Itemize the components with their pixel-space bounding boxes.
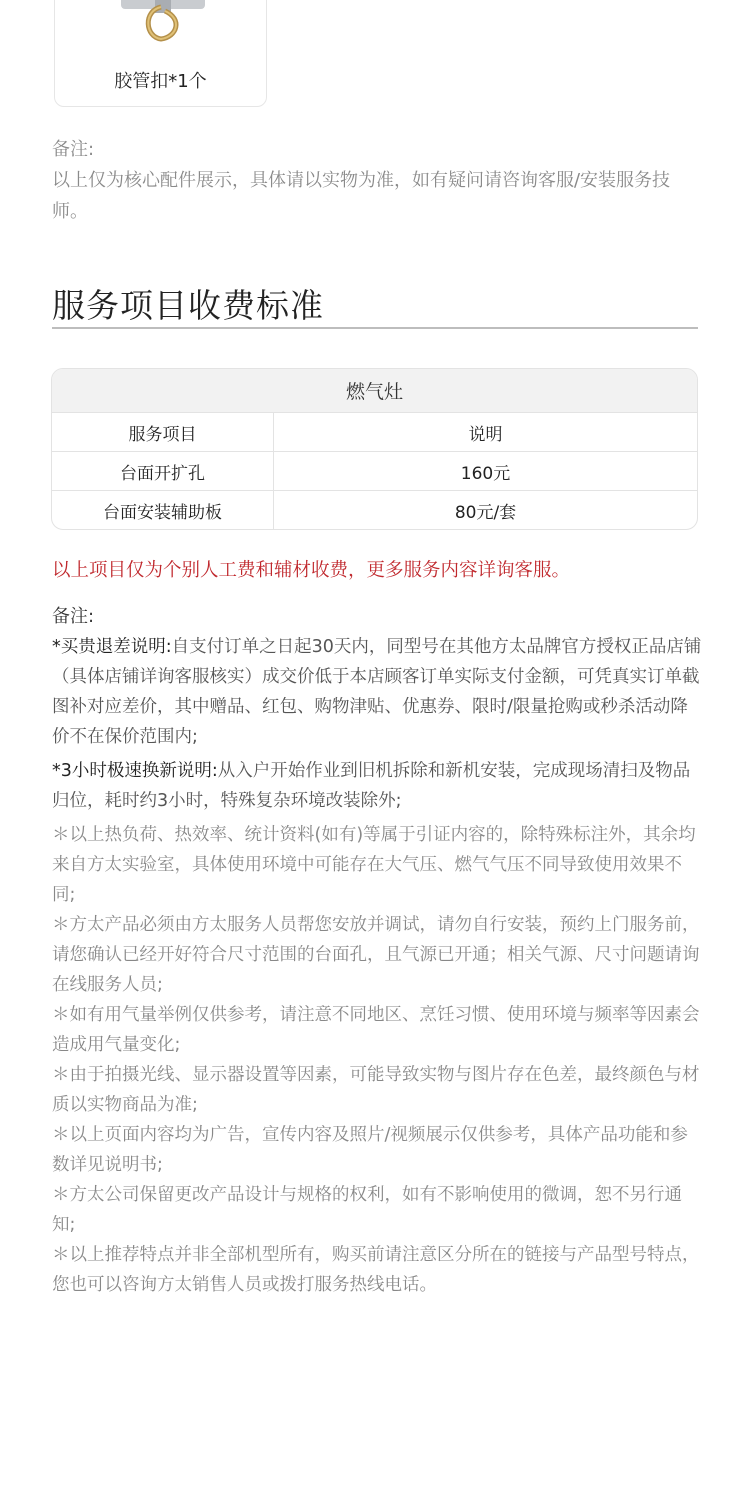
note-text: 自支付订单之日起30天内，同型号在其他方太品牌官方授权正品店铺（具体店铺详询客服核实）成交价低于本店顾客订单实际支付金额，可凭真实订单截图补对应差价，其中赠品、红包、购物津贴、优惠券、限时/限量抢购或秒杀活动降价不在保价范围内; <box>52 637 702 747</box>
table-cell-price: 80元/套 <box>454 503 517 523</box>
note-lead: *买贵退差说明: <box>52 637 172 657</box>
accessory-card <box>54 0 267 107</box>
accessory-note <box>52 134 702 227</box>
accessory-note-head: 备注: <box>52 139 95 160</box>
notes-head: 备注: <box>52 606 95 627</box>
section-divider <box>52 327 698 329</box>
notes-section <box>52 601 702 1300</box>
fee-notice: 以上项目仅为个别人工费和辅材收费，更多服务内容详询客服。 <box>52 560 571 581</box>
note-price-protection <box>52 632 702 752</box>
table-cell-item: 台面开扩孔 <box>52 452 274 490</box>
note-item: ＊如有用气量举例仅供参考，请注意不同地区、烹饪习惯、使用环境与频率等因素会造成用气量变化; <box>52 1005 700 1055</box>
note-item: ＊以上热负荷、热效率、统计资料(如有)等属于引证内容的，除特殊标注外，其余均来自方太实验室，具体使用环境中可能存在大气压、燃气气压不同导致使用效果不同; <box>52 825 696 905</box>
hose-clamp-icon <box>103 0 223 45</box>
note-lead: *3小时极速换新说明: <box>52 761 218 781</box>
column-header-desc: 说明 <box>468 424 503 445</box>
table-cell-price: 160元 <box>460 463 511 484</box>
table-title: 燃气灶 <box>52 369 697 413</box>
note-item: ＊以上页面内容均为广告，宣传内容及照片/视频展示仅供参考，具体产品功能和参数详见说明书; <box>52 1125 688 1175</box>
note-item: ＊方太公司保留更改产品设计与规格的权利，如有不影响使用的微调，恕不另行通知; <box>52 1185 682 1235</box>
table-row <box>52 452 697 491</box>
accessory-note-body: 以上仅为核心配件展示，具体请以实物为准，如有疑问请咨询客服/安装服务技师。 <box>52 170 671 222</box>
accessory-label: 胶管扣*1个 <box>114 71 207 92</box>
section-title: 服务项目收费标准 <box>52 286 324 325</box>
note-item: ＊由于拍摄光线、显示器设置等因素，可能导致实物与图片存在色差，最终颜色与材质以实物商品为准; <box>52 1065 700 1115</box>
note-item: ＊以上推荐特点并非全部机型所有，购买前请注意区分所在的链接与产品型号特点，您也可以咨询方太销售人员或拨打服务热线电话。 <box>52 1245 700 1295</box>
table-header-row <box>52 413 697 452</box>
note-item: ＊方太产品必须由方太服务人员帮您安放并调试，请勿自行安装，预约上门服务前，请您确认已经开好符合尺寸范围的台面孔，且气源已开通；相关气源、尺寸问题请询在线服务人员; <box>52 915 700 995</box>
table-cell-item: 台面安装辅助板 <box>52 491 274 530</box>
note-text: 从入户开始作业到旧机拆除和新机安装，完成现场清扫及物品归位，耗时约3小时，特殊复杂环境改装除外; <box>52 761 691 811</box>
table-row <box>52 491 697 530</box>
service-price-table <box>51 368 698 530</box>
column-header-item: 服务项目 <box>52 413 274 451</box>
note-fast-replace <box>52 756 702 816</box>
